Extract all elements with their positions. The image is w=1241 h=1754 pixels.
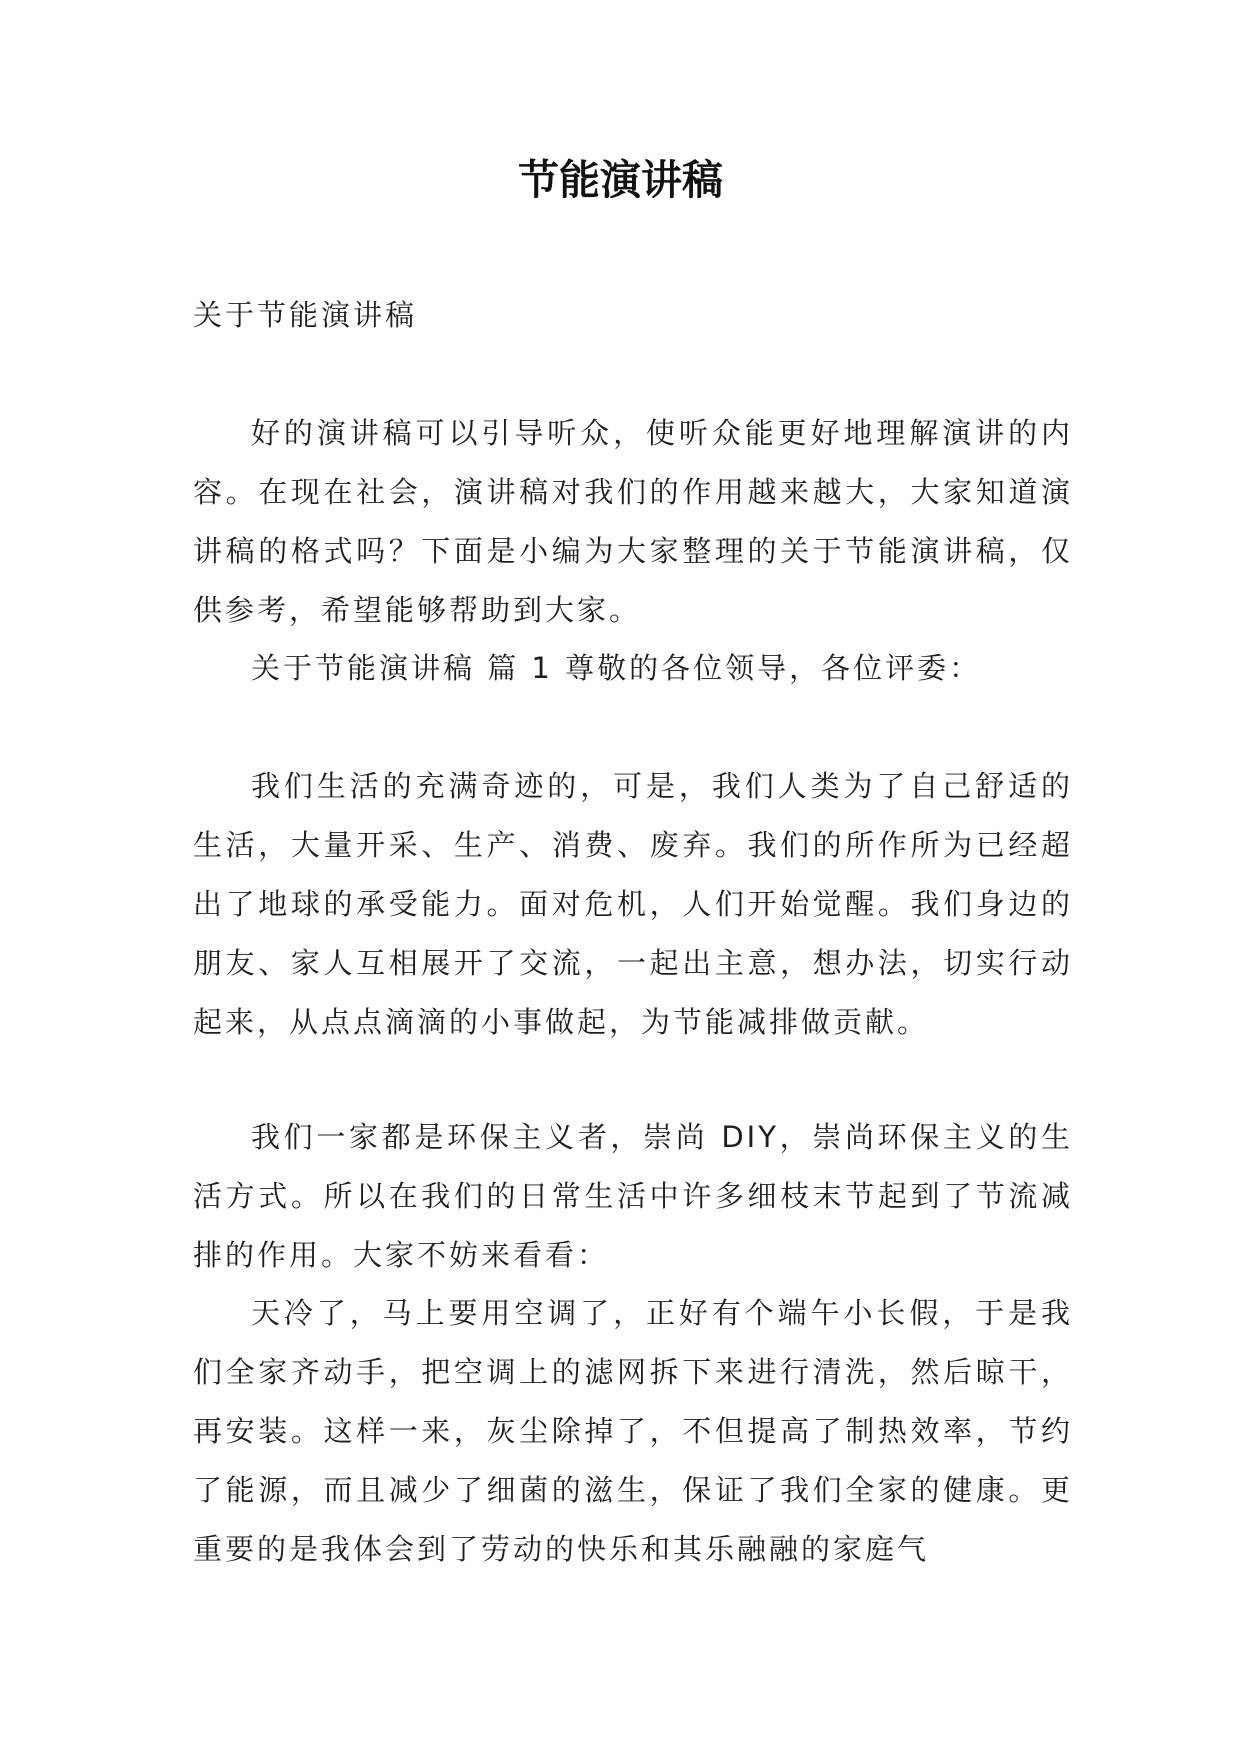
paragraph-intro: [193, 404, 1073, 640]
paragraph-text: 关于节能演讲稿 篇 1 尊敬的各位领导，各位评委：: [251, 651, 982, 685]
paragraph-text: 我们一家都是环保主义者，崇尚 DIY，崇尚环保主义的生活方式。所以在我们的日常生活中许多细枝末节起到了节流减排的作用。大家不妨来看看：: [193, 1120, 1073, 1272]
paragraph-text: 好的演讲稿可以引导听众，使听众能更好地理解演讲的内容。在现在社会，演讲稿对我们的作用越来越大，大家知道演讲稿的格式吗？下面是小编为大家整理的关于节能演讲稿，仅供参考，希望能够帮助到大家。: [193, 416, 1073, 627]
paragraph-section-heading: [193, 639, 1073, 698]
paragraph-text: 天冷了，马上要用空调了，正好有个端午小长假，于是我们全家齐动手，把空调上的滤网拆下来进行清洗，然后晾干，再安装。这样一来，灰尘除掉了，不但提高了制热效率，节约了能源，而且减少了细菌的滋生，保证了我们全家的健康。更重要的是我体会到了劳动的快乐和其乐融融的家庭气: [193, 1296, 1073, 1566]
document-subtitle: 关于节能演讲稿: [193, 298, 418, 332]
paragraph-life: [193, 757, 1073, 1052]
paragraph-family: [193, 1108, 1073, 1285]
paragraph-text: 我们生活的充满奇迹的，可是，我们人类为了自己舒适的生活，大量开采、生产、消费、废弃。我们的所作所为已经超出了地球的承受能力。面对危机，人们开始觉醒。我们身边的朋友、家人互相展开了交流，一起出主意，想办法，切实行动起来，从点点滴滴的小事做起，为节能减排做贡献。: [193, 769, 1073, 1039]
document-title: 节能演讲稿: [518, 156, 723, 204]
paragraph-winter: [193, 1284, 1073, 1579]
